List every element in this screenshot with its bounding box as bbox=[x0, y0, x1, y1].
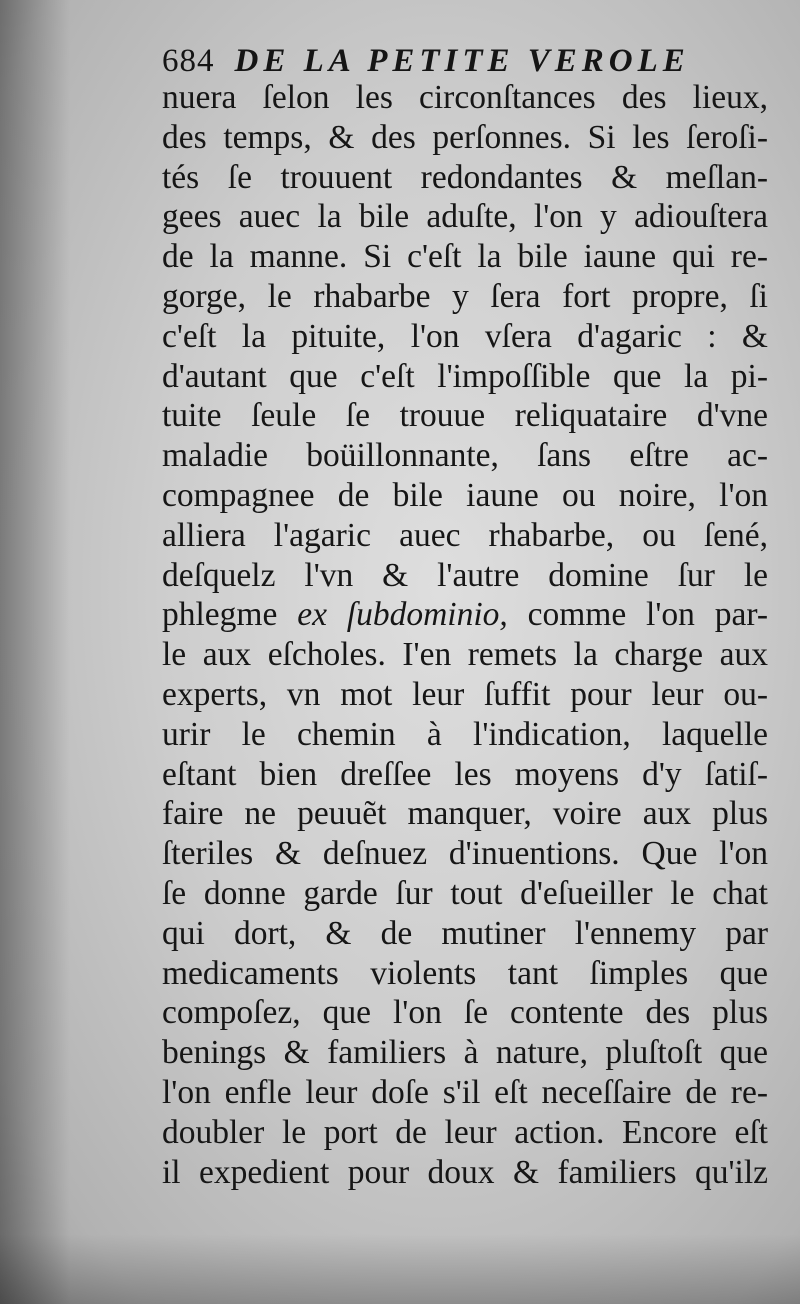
italic-latin-phrase: ex ſubdominio, bbox=[297, 596, 508, 634]
bottom-shadow bbox=[0, 1234, 800, 1304]
text-line: eſtant bien dreſſee les moyens d'y ſatiſ- bbox=[162, 755, 768, 793]
text-line: l'on enfle leur doſe s'il eſt neceſſaire de re- bbox=[162, 1073, 768, 1111]
text-line: medicaments violents tant ſimples que bbox=[162, 954, 768, 992]
text-line: le aux eſcholes. I'en remets la charge aux bbox=[162, 636, 768, 674]
text-line: deſquelz l'vn & l'autre domine ſur le bbox=[162, 556, 768, 594]
running-title: DE LA PETITE VEROLE bbox=[234, 43, 690, 79]
text-line: gorge, le rhabarbe y ſera fort propre, ſi bbox=[162, 277, 768, 315]
text-line: gees auec la bile aduſte, l'on y adiouſtera bbox=[162, 198, 768, 236]
text-line: alliera l'agaric auec rhabarbe, ou ſené, bbox=[162, 516, 768, 554]
text-segment: phlegme bbox=[162, 596, 298, 634]
page-number: 684 bbox=[162, 43, 215, 79]
text-line: ſteriles & deſnuez d'inuentions. Que l'on bbox=[162, 835, 768, 873]
text-line: experts, vn mot leur ſuffit pour leur ou- bbox=[162, 675, 768, 713]
text-line: compoſez, que l'on ſe contente des plus bbox=[162, 994, 768, 1032]
text-line: c'eſt la pituite, l'on vſera d'agaric : & bbox=[162, 317, 768, 355]
text-line: faire ne peuuẽt manquer, voire aux plus bbox=[162, 795, 768, 833]
text-line: qui dort, & de mutiner l'ennemy par bbox=[162, 914, 768, 952]
text-line: de la manne. Si c'eſt la bile iaune qui re- bbox=[162, 238, 768, 276]
text-line: compagnee de bile iaune ou noire, l'on bbox=[162, 476, 768, 514]
text-line: nuera ſelon les circonſtances des lieux, bbox=[162, 79, 768, 116]
text-line: urir le chemin à l'indication, laquelle bbox=[162, 715, 768, 753]
text-line: benings & familiers à nature, pluſtoſt que bbox=[162, 1034, 768, 1072]
text-line: tés ſe trouuent redondantes & meſlan- bbox=[162, 158, 768, 196]
text-line bbox=[162, 595, 768, 635]
text-line: des temps, & des perſonnes. Si les ſeroſi- bbox=[162, 118, 768, 156]
body-text bbox=[162, 78, 768, 1192]
text-segment: comme l'on par- bbox=[507, 596, 768, 634]
text-line: il expedient pour doux & familiers qu'ilz bbox=[162, 1153, 768, 1191]
text-line: d'autant que c'eſt l'impoſſible que la pi- bbox=[162, 357, 768, 395]
text-line: tuite ſeule ſe trouue reliquataire d'vne bbox=[162, 397, 768, 435]
text-line: maladie boüillonnante, ſans eſtre ac- bbox=[162, 437, 768, 475]
gutter-shadow bbox=[0, 0, 70, 1304]
text-line: ſe donne garde ſur tout d'eſueiller le chat bbox=[162, 874, 768, 912]
text-line: doubler le port de leur action. Encore eſt bbox=[162, 1113, 768, 1151]
